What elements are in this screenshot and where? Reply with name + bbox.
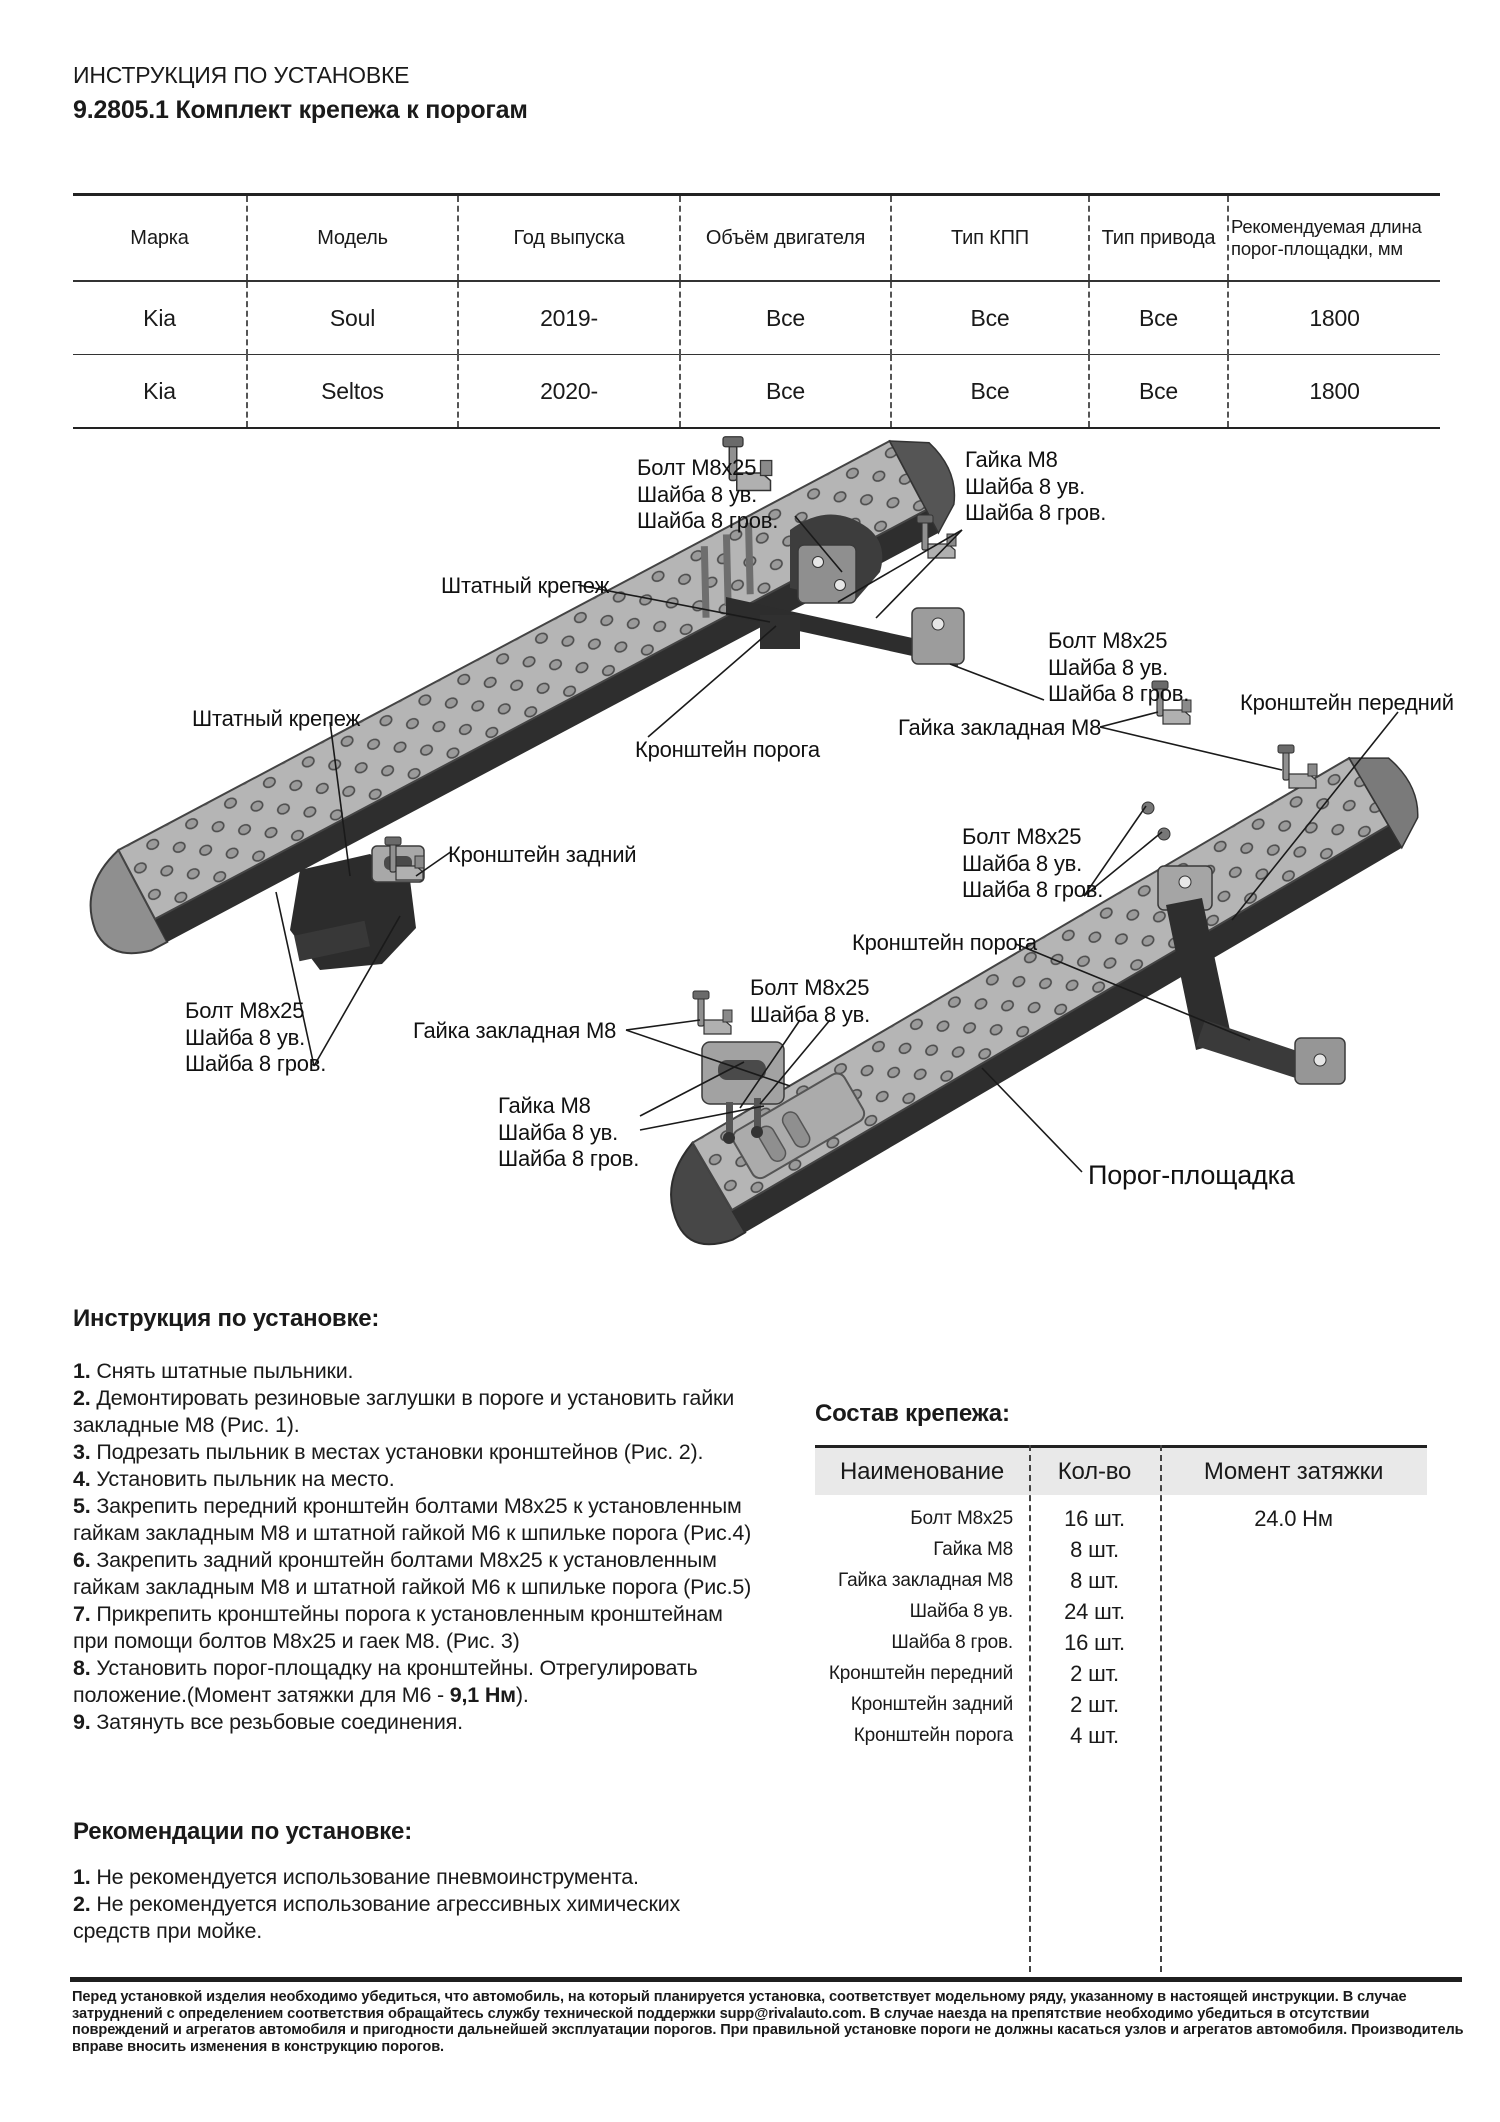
hardware-column-divider <box>1160 1445 1162 1972</box>
hw-torque <box>1160 1720 1427 1751</box>
install-step: 2. Демонтировать резиновые заглушки в пороге и установить гайки закладные М8 (Рис. 1). <box>73 1386 735 1437</box>
callout-rear-bracket: Кронштейн задний <box>448 842 637 867</box>
install-section-title: Инструкция по установке: <box>73 1305 380 1332</box>
hw-qty: 16 шт. <box>1064 1505 1125 1531</box>
cell-brand: Kia <box>143 377 176 404</box>
hardware-row <box>815 1658 1427 1689</box>
recommendations-list <box>73 1864 763 1945</box>
install-steps-list <box>73 1358 763 1736</box>
install-step: 5. Закрепить передний кронштейн болтами М8х25 к установленным гайкам закладным М8 и штатной гайкой М6 к шпильке порога (Рис.4) <box>73 1494 752 1545</box>
install-step: 6. Закрепить задний кронштейн болтами М8х25 к установленным гайкам закладным М8 и штатной гайкой М6 к шпильке порога (Рис.5) <box>73 1548 752 1599</box>
hw-qty: 2 шт. <box>1070 1691 1119 1717</box>
hw-name: Кронштейн передний <box>828 1662 1013 1684</box>
callout-bolt-set-left: Болт М8х25 Шайба 8 ув. Шайба 8 гров. <box>185 998 327 1076</box>
hw-col-qty: Кол-во <box>1057 1457 1132 1485</box>
hardware-table <box>815 1448 1427 1751</box>
hw-qty: 8 шт. <box>1070 1536 1119 1562</box>
hardware-row <box>815 1596 1427 1627</box>
recommendations-title: Рекомендации по установке: <box>73 1818 412 1845</box>
cell-engine: Все <box>680 355 891 429</box>
cell-year: 2019- <box>458 281 680 355</box>
callout-running-board: Порог-площадка <box>1088 1160 1295 1190</box>
col-drive: Тип привода <box>1089 195 1228 282</box>
footer-disclaimer: Перед установкой изделия необходимо убедиться, что автомобиль, на который планируется установка, соответствует модельному ряду, указанному в настоящей инструкции. В случае затруднений с определением соответствия обращайтесь службу технической поддержки supp@rivalauto.com. В случае наезда на препятствие необходимо убедиться в отсутствии повреждений и агрегатов автомобиля и пригодности дальнейшей эксплуатации порогов. При правильной установке пороги не должны касаться узлов и агрегатов автомобиля. Производитель вправе вносить изменения в конструкцию порогов. <box>72 1989 1464 2055</box>
table-row <box>73 355 1440 429</box>
recommendation-item: 1. Не рекомендуется использование пневмоинструмента. <box>73 1865 639 1889</box>
callout-oem-fastener-2: Штатный крепеж <box>192 706 361 731</box>
hardware-row <box>815 1720 1427 1751</box>
hw-name: Кронштейн задний <box>850 1693 1013 1715</box>
col-length: Рекомендуемая длина порог-площадки, мм <box>1228 195 1440 282</box>
hw-torque <box>1160 1689 1427 1720</box>
install-step: 9. Затянуть все резьбовые соединения. <box>73 1710 463 1734</box>
install-step: 7. Прикрепить кронштейны порога к установленным кронштейнам при помощи болтов М8х25 и гаек М8. (Рис. 3) <box>73 1602 723 1653</box>
hw-torque <box>1160 1627 1427 1658</box>
hw-name: Гайка М8 <box>933 1538 1013 1560</box>
hardware-row <box>815 1534 1427 1565</box>
hw-torque: 24.0 Нм <box>1254 1505 1333 1531</box>
hw-torque <box>1160 1658 1427 1689</box>
hw-qty: 2 шт. <box>1070 1660 1119 1686</box>
bolt-icon <box>693 991 732 1034</box>
callout-oem-fastener-1: Штатный крепеж <box>441 573 610 598</box>
callout-nut-set-bottom: Гайка М8 Шайба 8 ув. Шайба 8 гров. <box>498 1093 640 1171</box>
cell-gearbox: Все <box>891 355 1089 429</box>
cell-brand: Kia <box>73 281 247 355</box>
callout-sill-bracket-1: Кронштейн порога <box>635 737 820 762</box>
hw-name: Шайба 8 ув. <box>909 1600 1013 1622</box>
hw-qty: 4 шт. <box>1070 1722 1119 1748</box>
table-header-row <box>73 195 1440 282</box>
hardware-section-title: Состав крепежа: <box>815 1400 1010 1427</box>
install-step: 1. Снять штатные пыльники. <box>73 1359 354 1383</box>
hw-torque <box>1160 1534 1427 1565</box>
hw-qty: 16 шт. <box>1064 1629 1125 1655</box>
cell-drive: Все <box>1089 355 1228 429</box>
hardware-header-row <box>815 1448 1427 1495</box>
hw-col-name: Наименование <box>840 1457 1004 1485</box>
running-board-top <box>67 430 973 969</box>
callout-embedded-nut-2: Гайка закладная М8 <box>413 1018 617 1043</box>
col-gearbox: Тип КПП <box>891 195 1089 282</box>
callout-embedded-nut-1: Гайка закладная М8 <box>898 715 1102 740</box>
hw-qty: 24 шт. <box>1064 1598 1125 1624</box>
hw-name: Шайба 8 гров. <box>891 1631 1013 1653</box>
callout-nut-set-top: Гайка М8 Шайба 8 ув. Шайба 8 гров. <box>965 447 1107 525</box>
bolt-icon <box>1278 745 1317 788</box>
cell-engine: Все <box>680 281 891 355</box>
callout-bolt-set-top: Болт М8х25 Шайба 8 ув. Шайба 8 гров. <box>637 455 779 533</box>
cell-drive: Все <box>1089 281 1228 355</box>
hw-name: Кронштейн порога <box>853 1724 1013 1746</box>
install-step: 8. Установить порог-площадку на кронштейны. Отрегулировать положение.(Момент затяжки для М6 - 9,1 Нм). <box>73 1656 698 1707</box>
col-year: Год выпуска <box>458 195 680 282</box>
hardware-row <box>815 1627 1427 1658</box>
callout-front-bracket: Кронштейн передний <box>1240 690 1454 715</box>
hw-col-torque: Момент затяжки <box>1203 1457 1384 1485</box>
table-row <box>73 281 1440 355</box>
document-title: ИНСТРУКЦИЯ ПО УСТАНОВКЕ <box>73 62 410 88</box>
col-brand: Марка <box>73 195 247 282</box>
cell-length: 1800 <box>1228 281 1440 355</box>
cell-year: 2020- <box>458 355 680 429</box>
callout-sill-bracket-2: Кронштейн порога <box>852 930 1037 955</box>
callout-bolt-set-mid: Болт М8х25 Шайба 8 ув. Шайба 8 гров. <box>962 824 1104 902</box>
col-engine: Объём двигателя <box>680 195 891 282</box>
hw-name: Болт М8х25 <box>910 1507 1013 1529</box>
hw-name: Гайка закладная М8 <box>838 1569 1013 1591</box>
hardware-row <box>815 1689 1427 1720</box>
vehicle-compatibility-table <box>73 193 1440 429</box>
cell-model: Seltos <box>247 355 458 429</box>
cell-length: 1800 <box>1228 355 1440 429</box>
callout-bolt-set-right: Болт М8х25 Шайба 8 ув. Шайба 8 гров. <box>1048 628 1190 706</box>
cell-model: Soul <box>247 281 458 355</box>
install-step: 3. Подрезать пыльник в местах установки кронштейнов (Рис. 2). <box>73 1440 704 1464</box>
recommendation-item: 2. Не рекомендуется использование агрессивных химических средств при мойке. <box>73 1892 681 1943</box>
col-model: Модель <box>247 195 458 282</box>
hw-torque <box>1160 1596 1427 1627</box>
hardware-column-divider <box>1029 1445 1031 1972</box>
hardware-row <box>815 1565 1427 1596</box>
hardware-row <box>815 1503 1427 1534</box>
callout-bolt-set-small: Болт М8х25 Шайба 8 ув. <box>750 975 871 1027</box>
document-subtitle: 9.2805.1 Комплект крепежа к порогам <box>73 96 528 124</box>
cell-gearbox: Все <box>891 281 1089 355</box>
footer-divider <box>70 1977 1462 1982</box>
hw-qty: 8 шт. <box>1070 1567 1119 1593</box>
install-step: 4. Установить пыльник на место. <box>73 1467 395 1491</box>
hw-torque <box>1160 1565 1427 1596</box>
